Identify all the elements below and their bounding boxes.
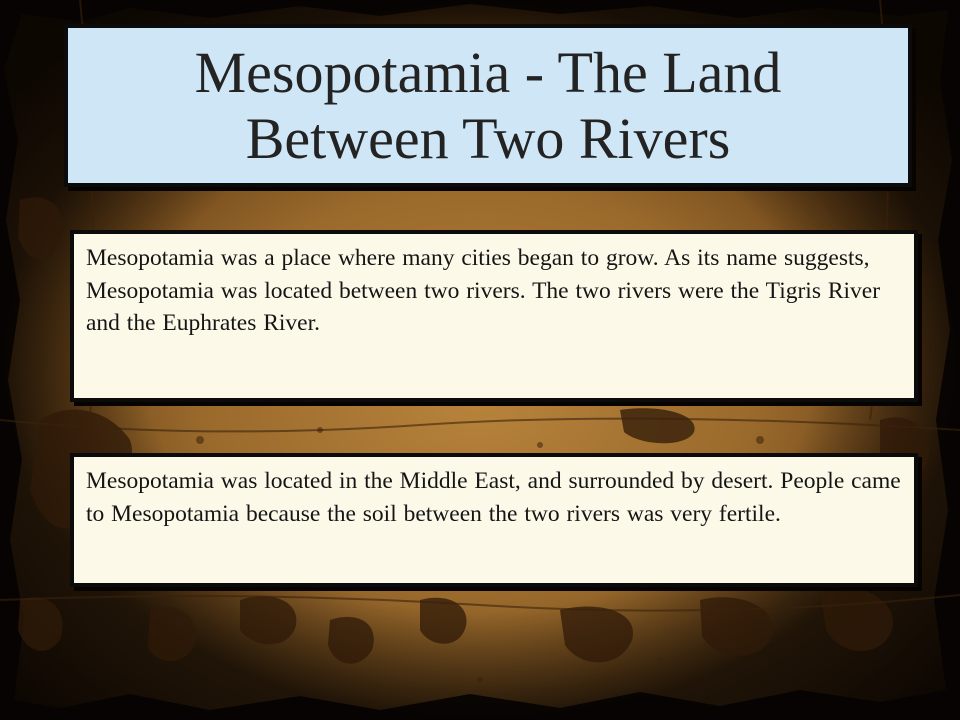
paragraph-1: Mesopotamia was a place where many cities began to grow. As its name suggests, Mesopotamia was located between two rivers. The two rivers were the Tigris River and the Euphrates River. bbox=[86, 245, 881, 336]
title-box bbox=[64, 24, 912, 187]
slide-title: Mesopotamia - The Land Between Two Rivers bbox=[194, 39, 782, 171]
paragraph-2: Mesopotamia was located in the Middle East, and surrounded by desert. People came to Mesopotamia because the soil between the two rivers was very fertile. bbox=[86, 468, 901, 527]
text-box-2 bbox=[70, 453, 918, 587]
text-box-1 bbox=[70, 230, 918, 402]
